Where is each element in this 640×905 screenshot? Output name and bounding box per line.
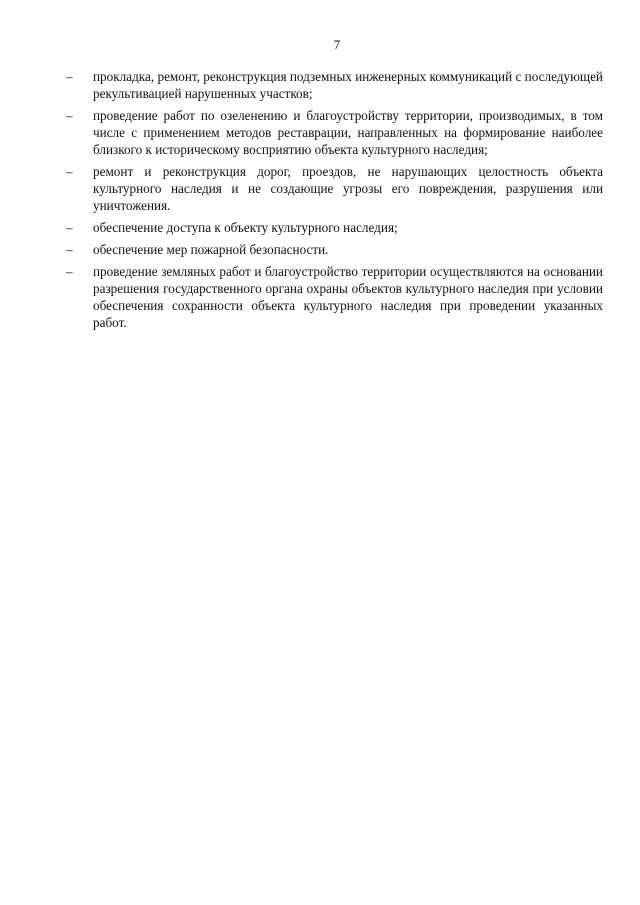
- page-number: 7: [333, 37, 341, 52]
- dash-bullet: –: [66, 164, 73, 179]
- list-item: [66, 163, 603, 214]
- list-item-text: проведение земляных работ и благоустройство территории осуществляются на основании разрешения государственного органа охраны объектов культурного наследия при условии обеспечения сохранности объекта культурного наследия при проведении указанных работ.: [93, 264, 603, 330]
- list-item-text: ремонт и реконструкция дорог, проездов, не нарушающих целостность объекта культурного наследия и не создающие угрозы его повреждения, разрушения или уничтожения.: [93, 164, 603, 213]
- list-item: [66, 68, 603, 102]
- list-item-text: прокладка, ремонт, реконструкция подземных инженерных коммуникаций с последующей рекультивацией нарушенных участков;: [93, 69, 603, 101]
- list-item-text: обеспечение мер пожарной безопасности.: [93, 242, 329, 257]
- dash-bullet: –: [66, 69, 73, 84]
- list-item: [66, 241, 603, 258]
- bullet-list: [66, 68, 603, 336]
- dash-bullet: –: [66, 242, 73, 257]
- list-item: [66, 219, 603, 236]
- list-item: [66, 107, 603, 158]
- dash-bullet: –: [66, 264, 73, 279]
- list-item: [66, 263, 603, 331]
- list-item-text: проведение работ по озеленению и благоустройству территории, производимых, в том числе с применением методов реставрации, направленных на формирование наиболее близкого к историческому восприятию объекта культурного наследия;: [93, 108, 603, 157]
- list-item-text: обеспечение доступа к объекту культурного наследия;: [93, 220, 398, 235]
- dash-bullet: –: [66, 220, 73, 235]
- dash-bullet: –: [66, 108, 73, 123]
